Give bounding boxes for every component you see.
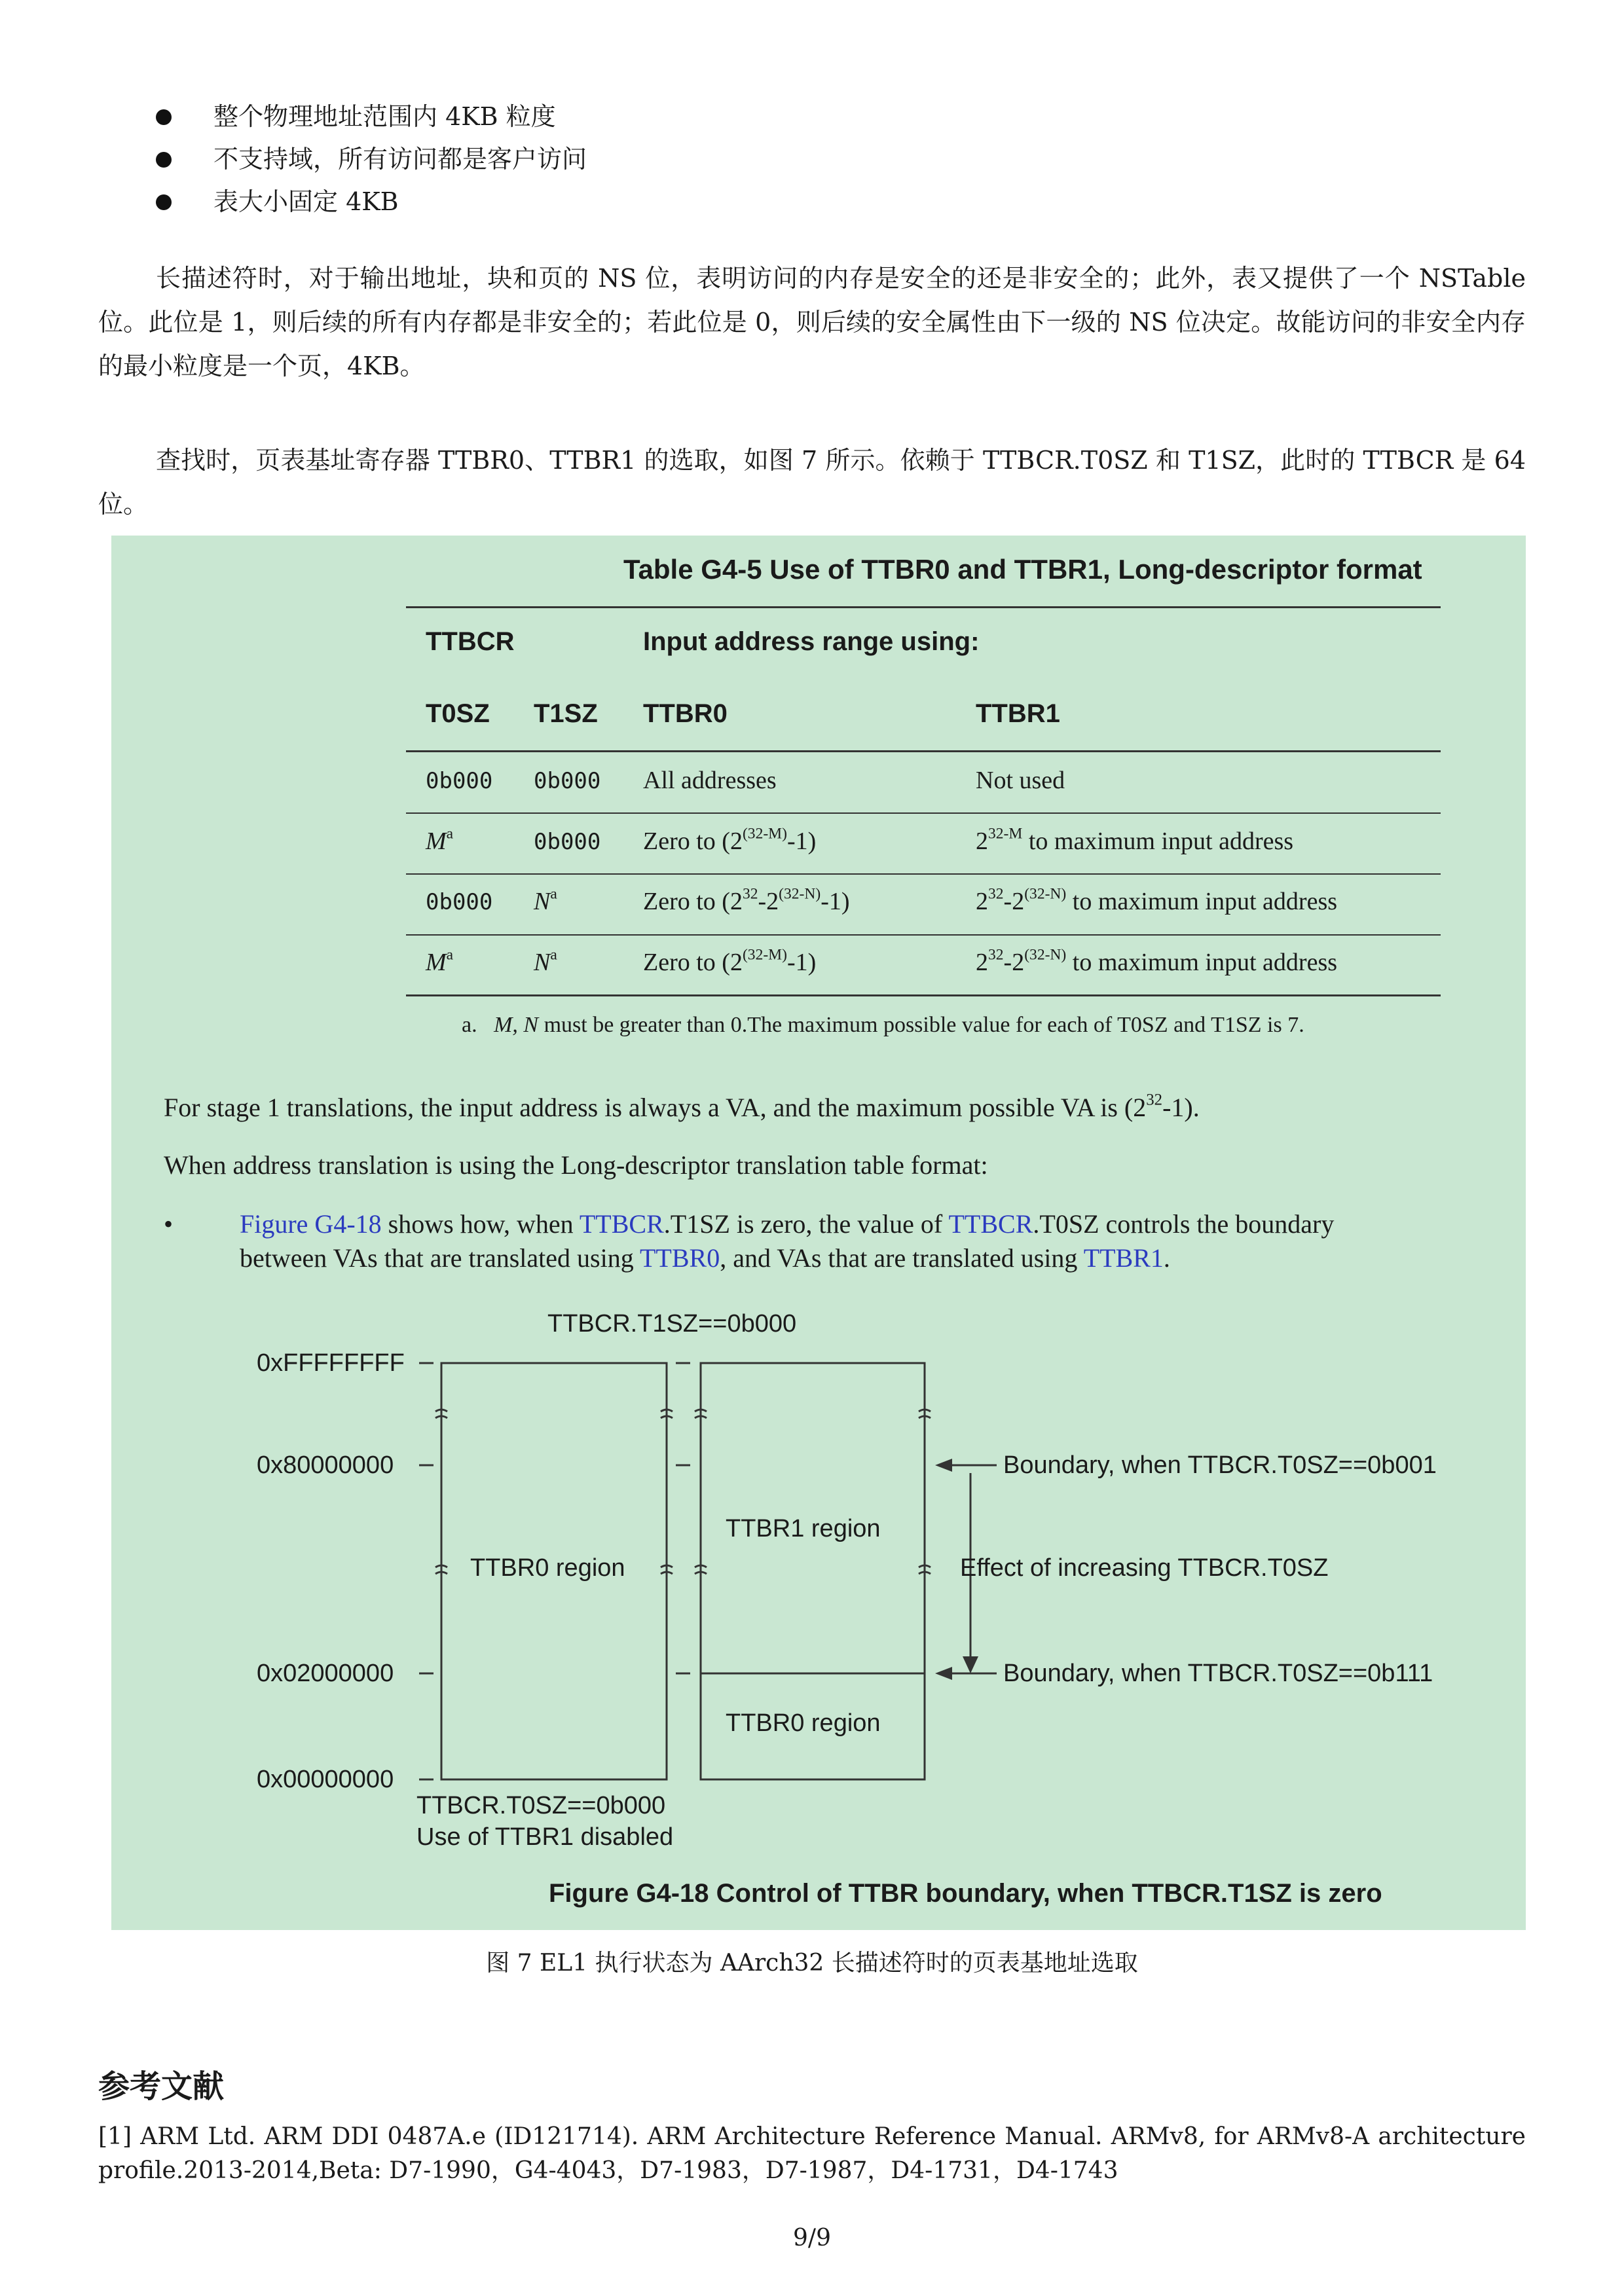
- table-footnote: a. M, N must be greater than 0.The maximum possible value for each of T0SZ and T1SZ is 7.: [462, 1013, 1304, 1037]
- cell-ttbr0: Zero to $(2^{32}-2^{(32-N)}-1)$: [643, 885, 850, 915]
- cell-t1sz: 0b000: [534, 829, 601, 855]
- bullet-dot: [156, 194, 172, 210]
- reference-item: [1] ARM Ltd. ARM DDI 0487A.e (ID121714). ARM Architecture Reference Manual. ARMv8, for ARMv8-A architecture profile.2013-2014,Beta: D7-1990，G4-4043，D7-1983，D7-1987，D4-1731，D4-1743: [98, 2123, 1526, 2184]
- address-label: 0x00000000: [257, 1766, 394, 1793]
- bullet-dot: [156, 109, 172, 125]
- header-t0sz: T0SZ: [426, 699, 490, 728]
- page-number: 9/9: [793, 2225, 831, 2251]
- header-t1sz: T1SZ: [534, 699, 598, 728]
- link-ttbr1[interactable]: TTBR1: [1083, 1243, 1164, 1273]
- ttbr1-region-label: TTBR1 region: [726, 1515, 881, 1542]
- figure-description-line1: Figure G4-18 shows how, when TTBCR.T1SZ is zero, the value of TTBCR.T0SZ controls the boundary: [240, 1209, 1335, 1239]
- bullet-marker: •: [164, 1209, 174, 1239]
- cell-ttbr1: Not used: [976, 767, 1065, 794]
- paragraph-ns-bit: 长描述符时，对于输出地址，块和页的 NS 位，表明访问的内存是安全的还是非安全的；此外，表又提供了一个 NSTable 位。此位是 1，则后续的所有内存都是非安全的；若此位是 0，则后续的安全属性由下一级的 NS 位决定。故能访问的非安全内存的最小粒度是一个页，4KB。: [98, 264, 1526, 380]
- stage1-text: For stage 1 translations, the input address is always a VA, and the maximum possible VA is $(2^{32}-1)$.: [164, 1091, 1200, 1122]
- cell-t0sz: 0b000: [426, 889, 493, 915]
- address-label: 0xFFFFFFFF: [257, 1349, 405, 1377]
- boundary-label-2: Boundary, when TTBCR.T0SZ==0b111: [1003, 1660, 1433, 1687]
- cell-t0sz: 0b000: [426, 768, 493, 794]
- link-ttbcr[interactable]: TTBCR: [948, 1209, 1033, 1239]
- effect-label: Effect of increasing TTBCR.T0SZ: [960, 1554, 1329, 1582]
- bullet-item: 表大小固定 4KB: [213, 187, 399, 216]
- when-text: When address translation is using the Long-descriptor translation table format:: [164, 1150, 988, 1180]
- header-ttbr0: TTBR0: [643, 699, 728, 728]
- cell-ttbr1: $2^{32}-2^{(32-N)}$ to maximum input address: [976, 885, 1338, 915]
- bullet-dot: [156, 152, 172, 168]
- references-heading: 参考文献: [98, 2068, 225, 2105]
- cell-ttbr0: Zero to $(2^{(32-M)}-1)$: [643, 946, 817, 976]
- address-label: 0x02000000: [257, 1660, 394, 1687]
- header-ttbr1: TTBR1: [976, 699, 1060, 728]
- cell-t1sz: 0b000: [534, 768, 601, 794]
- boundary-label-1: Boundary, when TTBCR.T0SZ==0b001: [1003, 1451, 1437, 1479]
- diagram-top-label: TTBCR.T1SZ==0b000: [547, 1310, 797, 1338]
- cell-ttbr0: All addresses: [643, 767, 777, 794]
- header-ttbcr: TTBCR: [426, 627, 515, 656]
- table-title: Table G4-5 Use of TTBR0 and TTBR1, Long-descriptor format: [623, 554, 1422, 585]
- ttbr0-region-label: TTBR0 region: [470, 1554, 625, 1582]
- embedded-figure: [111, 536, 1526, 1930]
- link-ttbcr[interactable]: TTBCR: [579, 1209, 664, 1239]
- cell-ttbr1: $2^{32}-2^{(32-N)}$ to maximum input address: [976, 946, 1338, 976]
- link-ttbr0[interactable]: TTBR0: [639, 1243, 720, 1273]
- cell-t0sz: $M^a$: [426, 946, 454, 976]
- link-figure-g4-18[interactable]: Figure G4-18: [240, 1209, 382, 1239]
- cell-t0sz: $M^a$: [426, 825, 454, 855]
- figure-title: Figure G4-18 Control of TTBR boundary, when TTBCR.T1SZ is zero: [549, 1879, 1382, 1908]
- cell-ttbr0: Zero to $(2^{(32-M)}-1)$: [643, 825, 817, 855]
- bottom-label-1: TTBCR.T0SZ==0b000: [416, 1792, 666, 1819]
- bullet-item: 整个物理地址范围内 4KB 粒度: [213, 102, 556, 131]
- header-input-range: Input address range using:: [643, 627, 980, 656]
- address-label: 0x80000000: [257, 1451, 394, 1479]
- bullet-item: 不支持域，所有访问都是客户访问: [213, 145, 587, 173]
- figure-description-line2: between VAs that are translated using TTBR0, and VAs that are translated using TTBR1.: [240, 1243, 1170, 1273]
- cell-t1sz: $N^a$: [534, 885, 557, 915]
- cell-ttbr1: $2^{32-M}$ to maximum input address: [976, 825, 1294, 855]
- ttbr0-region-label: TTBR0 region: [726, 1709, 881, 1737]
- cell-t1sz: $N^a$: [534, 946, 557, 976]
- paragraph-ttbr-selection: 查找时，页表基址寄存器 TTBR0、TTBR1 的选取，如图 7 所示。依赖于 TTBCR.T0SZ 和 T1SZ，此时的 TTBCR 是 64 位。: [98, 446, 1526, 519]
- figure-caption: 图 7 EL1 执行状态为 AArch32 长描述符时的页表基地址选取: [486, 1950, 1138, 1977]
- bottom-label-2: Use of TTBR1 disabled: [416, 1823, 674, 1851]
